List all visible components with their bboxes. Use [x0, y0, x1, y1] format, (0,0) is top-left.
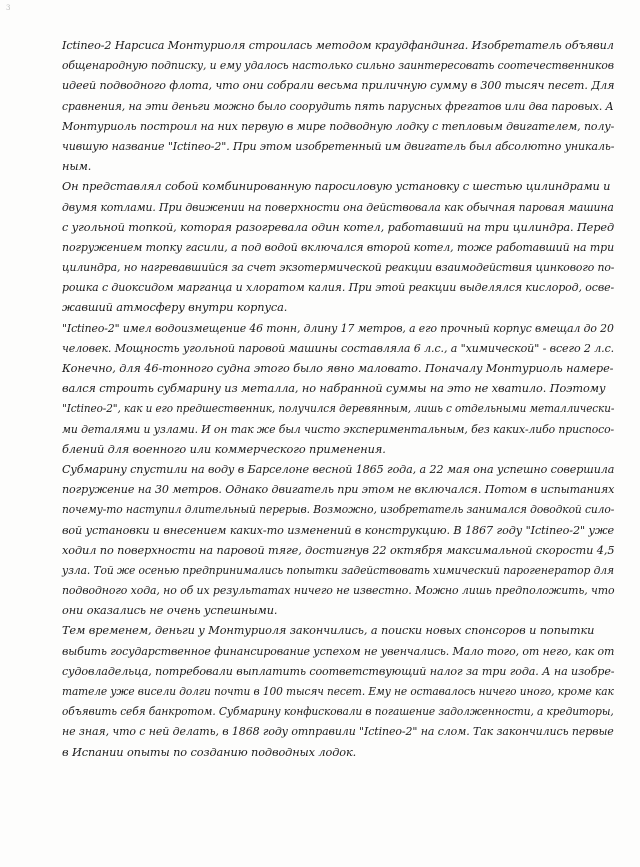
- text-line: узла. Той же осенью предпринимались попытки задействовать химический парогенератор для: [62, 563, 614, 577]
- text-line: ходил по поверхности на паровой тяге, достигнув 22 октября максимальной скорости 4,5: [62, 543, 615, 557]
- text-line: "Ictineo-2" имел водоизмещение 46 тонн, длину 17 метров, а его прочный корпус вмещал до 20: [62, 321, 614, 335]
- paragraph: [62, 36, 614, 177]
- paragraph: [62, 319, 614, 460]
- text-line: объявить себя банкротом. Субмарину конфисковали в погашение задолженности, а кредиторы,: [62, 705, 614, 719]
- document-text: [62, 36, 614, 763]
- text-line: человек. Мощность угольной паровой машины составляла 6 л.с., а "химической" - всего 2 л.с.: [62, 341, 615, 355]
- paragraph: [62, 177, 614, 318]
- text-line: чившую название "Ictineo-2". При этом изобретенный им двигатель был абсолютно уникаль-: [62, 139, 615, 153]
- corner-mark: 3: [6, 4, 11, 12]
- text-line: рошка с диоксидом марганца и хлоратом калия. При этой реакции выделялся кислород, осве-: [62, 281, 615, 295]
- text-line: почему-то наступил длительный перерыв. Возможно, изобретатель занимался доводкой сило-: [62, 503, 615, 517]
- text-line: Конечно, для 46-тонного судна этого было явно маловато. Поначалу Монтуриоль намере-: [62, 362, 614, 375]
- text-line: не зная, что с ней делать, в 1868 году отправили "Ictineo-2" на слом. Так закончились первые: [62, 725, 614, 739]
- text-line: они оказались не очень успешными.: [62, 604, 278, 618]
- text-line: вой установки и внесением каких-то изменений в конструкцию. В 1867 году "Ictineo-2" уже: [62, 523, 615, 537]
- paragraph: [62, 460, 614, 622]
- text-line: судовладельца, потребовали выплатить соответствующий налог за три года. А на изобре-: [62, 664, 615, 678]
- text-line: Тем временем, деньги у Монтуриоля закончились, а поиски новых спонсоров и попытки: [62, 624, 595, 638]
- text-line: с угольной топкой, которая разогревала один котел, работавший на три цилиндра. Перед: [62, 220, 614, 234]
- text-line: блений для военного или коммерческого применения.: [62, 442, 386, 456]
- text-line: выбить государственное финансирование успехом не увенчались. Мало того, от него, как от: [62, 644, 615, 658]
- text-line: жавший атмосферу внутри корпуса.: [62, 301, 288, 315]
- paragraph: [62, 621, 614, 762]
- text-line: Он представлял собой комбинированную паросиловую установку с шестью цилиндрами и: [62, 180, 611, 194]
- text-line: ми деталями и узлами. И он так же был чисто экспериментальным, без каких-либо приспосо-: [62, 422, 615, 436]
- text-line: Субмарину спустили на воду в Барселоне весной 1865 года, а 22 мая она успешно совершила: [62, 462, 615, 476]
- text-line: ным.: [62, 160, 92, 174]
- text-line: Монтуриоль построил на них первую в мире подводную лодку с тепловым двигателем, полу-: [62, 119, 615, 133]
- text-line: двумя котлами. При движении на поверхности она действовала как обычная паровая машина: [62, 200, 614, 214]
- text-line: погружение на 30 метров. Однако двигатель при этом не включался. Потом в испытаниях: [62, 483, 615, 497]
- text-line: цилиндра, но нагревавшийся за счет экзотермической реакции взаимодействия цинкового по-: [62, 261, 615, 275]
- text-line: сравнения, на эти деньги можно было соорудить пять парусных фрегатов или два паровых. А: [62, 99, 614, 113]
- text-line: Ictineo-2 Нарсиса Монтуриоля строилась методом краудфандинга. Изобретатель объявил: [62, 39, 614, 52]
- text-line: идеей подводного флота, что они собрали весьма приличную сумму в 300 тысяч песет. Для: [62, 79, 615, 93]
- text-line: подводного хода, но об их результатах ничего не известно. Можно лишь предположить, что: [62, 584, 615, 598]
- text-line: общенародную подписку, и ему удалось настолько сильно заинтересовать соотечественников: [62, 59, 614, 73]
- text-line: в Испании опыты по созданию подводных лодок.: [62, 745, 357, 759]
- text-line: вался строить субмарину из металла, но набранной суммы на это не хватило. Поэтому: [62, 382, 606, 396]
- text-line: "Ictineo-2", как и его предшественник, получился деревянным, лишь с отдельными металлически-: [62, 402, 615, 416]
- text-line: погружением топку гасили, а под водой включался второй котел, тоже работавший на три: [62, 240, 615, 254]
- text-line: тателе уже висели долги почти в 100 тысяч песет. Ему не оставалось ничего иного, кроме как: [62, 685, 614, 698]
